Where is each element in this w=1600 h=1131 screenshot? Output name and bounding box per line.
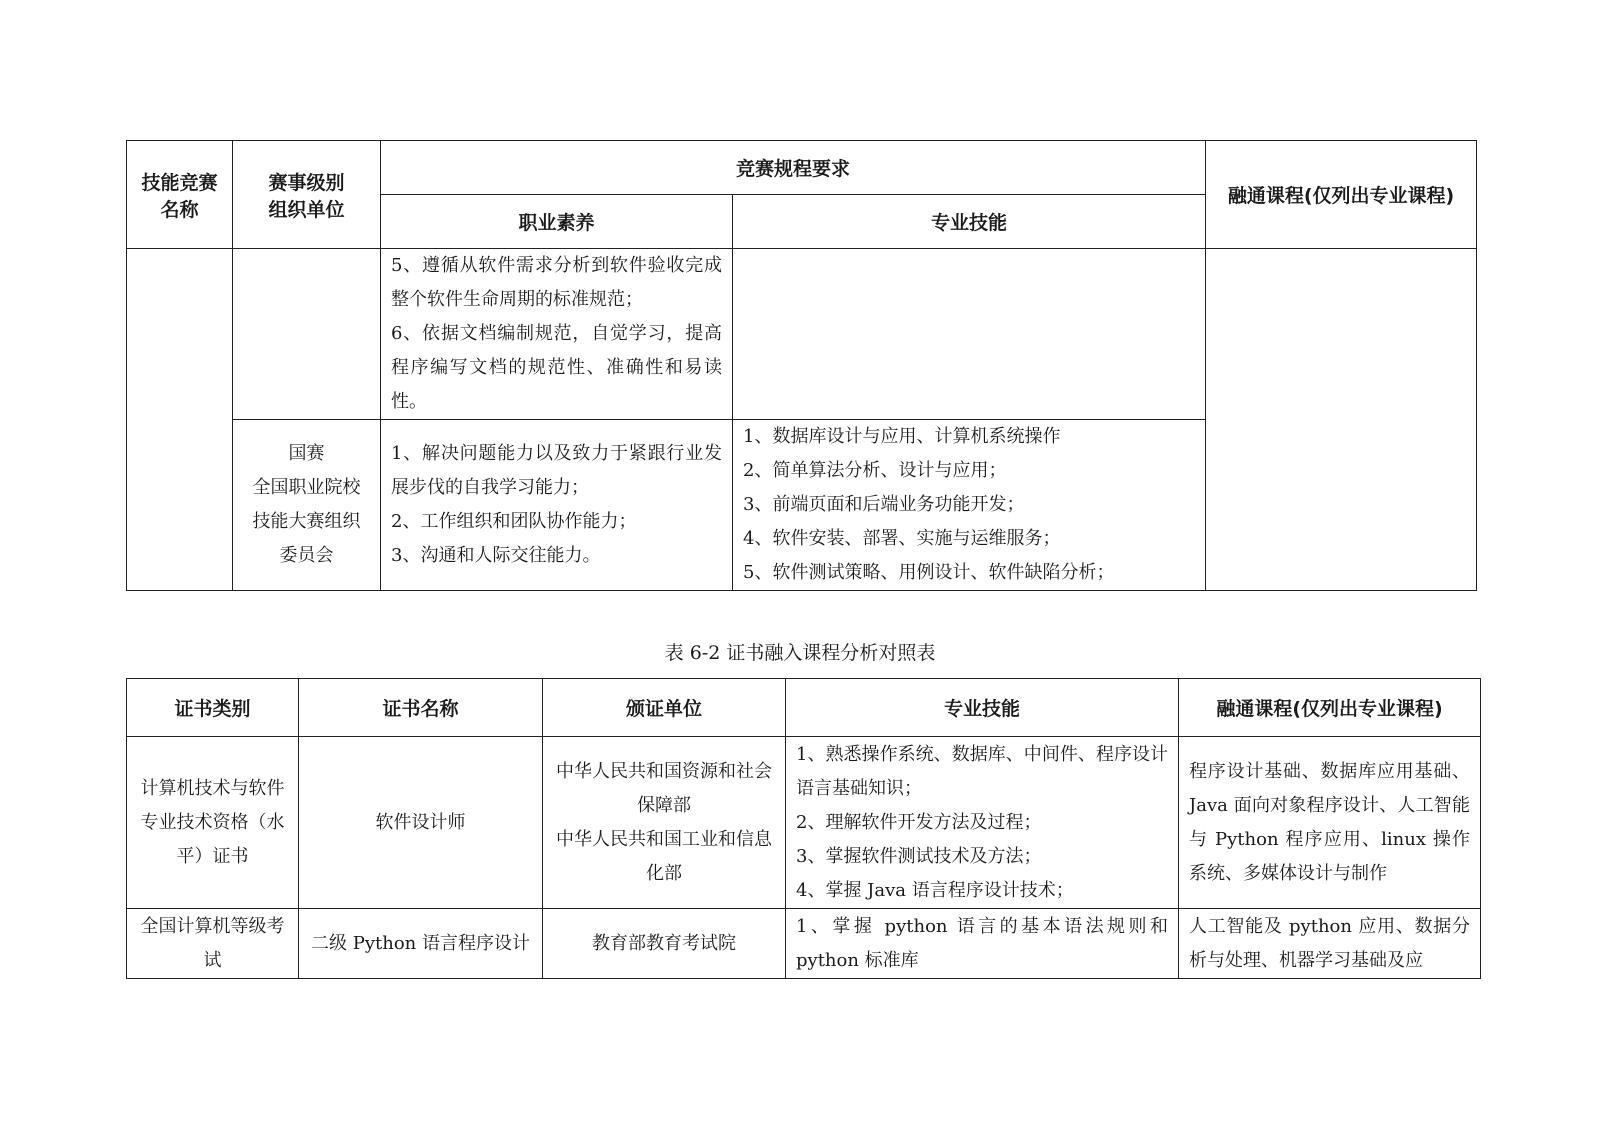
list-item: 1、数据库设计与应用、计算机系统操作 — [743, 426, 1061, 447]
competition-table — [126, 140, 1477, 591]
list-item: 5、软件测试策略、用例设计、软件缺陷分析； — [743, 562, 1115, 583]
cell-quality-1 — [381, 249, 733, 420]
list-item: 5、遵循从软件需求分析到软件验收完成整个软件生命周期的标准规范； — [391, 255, 722, 310]
table-row — [127, 737, 1481, 909]
header-issuer: 颁证单位 — [543, 679, 786, 737]
cell-name: 二级 Python 语言程序设计 — [299, 909, 543, 979]
cell-quality-2 — [381, 420, 733, 591]
list-item: 4、掌握 Java 语言程序设计技术； — [796, 879, 1074, 901]
cell-skills — [733, 420, 1206, 591]
cell-name: 软件设计师 — [299, 737, 543, 909]
list-item: 3、沟通和人际交往能力。 — [391, 545, 601, 566]
cell-category: 计算机技术与软件专业技术资格（水平）证书 — [127, 737, 299, 909]
cell-courses: 程序设计基础、数据库应用基础、Java 面向对象程序设计、人工智能与 Python 程序应用、linux 操作系统、多媒体设计与制作 — [1179, 737, 1481, 909]
header-competition-name: 技能竞赛名称 — [127, 141, 233, 249]
cell-courses: 人工智能及 python 应用、数据分析与处理、机器学习基础及应 — [1179, 909, 1481, 979]
header-category: 证书类别 — [127, 679, 299, 737]
header-level-org: 赛事级别 组织单位 — [233, 141, 381, 249]
list-item: 6、依据文档编制规范，自觉学习，提高程序编写文档的规范性、准确性和易读性。 — [391, 323, 722, 412]
list-item: 1、解决问题能力以及致力于紧跟行业发展步伐的自我学习能力； — [391, 443, 722, 498]
table-row — [127, 909, 1481, 979]
cell-courses — [1206, 249, 1477, 591]
header-quality: 职业素养 — [381, 195, 733, 249]
cell-level-org: 国赛 全国职业院校 技能大赛组织 委员会 — [233, 420, 381, 591]
cell-skills: 1、掌握 python 语言的基本语法规则和 python 标准库 — [786, 909, 1179, 979]
cell-skills — [786, 737, 1179, 909]
list-item: 4、软件安装、部署、实施与运维服务； — [743, 528, 1061, 549]
cell-issuer: 教育部教育考试院 — [543, 909, 786, 979]
list-item: 1、熟悉操作系统、数据库、中间件、程序设计语言基础知识； — [796, 743, 1168, 799]
header-skills: 专业技能 — [733, 195, 1206, 249]
header-courses: 融通课程(仅列出专业课程) — [1179, 679, 1481, 737]
cell-issuer: 中华人民共和国资源和社会保障部 中华人民共和国工业和信息化部 — [543, 737, 786, 909]
list-item: 2、简单算法分析、设计与应用； — [743, 460, 1007, 481]
cell-competition-name — [127, 249, 233, 591]
header-name: 证书名称 — [299, 679, 543, 737]
table-caption: 表 6-2 证书融入课程分析对照表 — [664, 642, 936, 664]
header-rules: 竞赛规程要求 — [381, 141, 1206, 195]
list-item: 3、掌握软件测试技术及方法； — [796, 845, 1042, 867]
list-item: 3、前端页面和后端业务功能开发； — [743, 494, 1025, 515]
header-courses: 融通课程(仅列出专业课程) — [1206, 141, 1477, 249]
cell-level-org-empty — [233, 249, 381, 420]
list-item: 2、工作组织和团队协作能力； — [391, 511, 637, 532]
cell-category: 全国计算机等级考试 — [127, 909, 299, 979]
list-item: 2、理解软件开发方法及过程； — [796, 811, 1042, 833]
certificate-table — [126, 678, 1481, 979]
cell-skills-empty — [733, 249, 1206, 420]
header-skills: 专业技能 — [786, 679, 1179, 737]
